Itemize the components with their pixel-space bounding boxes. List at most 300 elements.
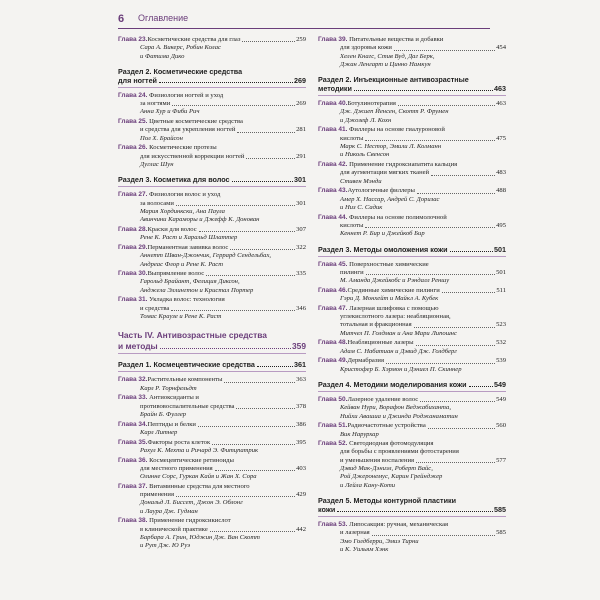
page-ref: 403 bbox=[296, 464, 306, 472]
leader-dots bbox=[428, 428, 495, 429]
leader-dots bbox=[212, 444, 295, 445]
chapter-title: и средства для укрепления ногтей bbox=[140, 126, 236, 134]
chapter-label: Глава 26. bbox=[118, 144, 148, 152]
chapter-authors: Дуглас Шун bbox=[140, 161, 174, 169]
chapter-title-line bbox=[118, 483, 306, 491]
chapter-title: Космецевтические ретиноиды bbox=[149, 456, 234, 464]
chapter-authors: Кейван Нури, Ворафон Веджабиханта, bbox=[340, 404, 451, 412]
chapter-label: Глава 53. bbox=[318, 520, 348, 528]
leader-dots bbox=[469, 386, 493, 387]
leader-dots bbox=[230, 249, 295, 250]
chapter-title: тотальная и фракционная bbox=[340, 321, 412, 329]
chapter-title: для местного применения bbox=[140, 464, 213, 472]
leader-dots bbox=[372, 535, 495, 536]
chapter-title-line bbox=[318, 269, 506, 277]
chapter-authors: Марк С. Нестор, Эмили Л. Колманн bbox=[340, 143, 442, 151]
page-ref: 281 bbox=[296, 126, 306, 134]
chapter-authors: Кеннет Р. Бир и Джейкоб Бир bbox=[340, 230, 425, 238]
page-ref: 269 bbox=[294, 75, 306, 85]
leader-dots bbox=[172, 105, 295, 106]
page-ref: 483 bbox=[496, 169, 506, 177]
heading-line bbox=[118, 360, 306, 369]
chapter-label: Глава 47. bbox=[318, 304, 348, 312]
page-header bbox=[118, 13, 490, 29]
chapter-title: кислоты bbox=[340, 134, 364, 142]
chapter-title: Косметические протезы bbox=[149, 144, 217, 152]
chapter-label: Глава 27. bbox=[118, 191, 148, 199]
chapter-title: Выпрямление волос bbox=[147, 270, 205, 278]
chapter-authors: Джан Ленгарт и Цинно Намкун bbox=[340, 60, 431, 68]
chapter-title-line bbox=[318, 214, 506, 222]
chapter-authors: Пол Х. Брайсон bbox=[140, 134, 183, 142]
section-heading bbox=[318, 496, 506, 517]
chapter-authors: Митчел П. Голдман и Ана Мари Липошнс bbox=[340, 329, 457, 337]
toc-chapter-entry bbox=[118, 483, 306, 516]
chapter-title: Растительные компоненты bbox=[147, 376, 223, 384]
chapter-label: Глава 33. bbox=[118, 394, 148, 402]
leader-dots bbox=[237, 132, 295, 133]
chapter-title-line bbox=[318, 135, 506, 143]
chapter-title-line bbox=[318, 126, 506, 134]
chapter-title: в клинической практике bbox=[140, 525, 208, 533]
page-ref: 291 bbox=[296, 152, 306, 160]
chapter-label: Глава 45. bbox=[318, 260, 348, 268]
chapter-label: Глава 37. bbox=[118, 482, 148, 490]
chapter-title: за волосами bbox=[140, 199, 174, 207]
chapter-title: Радиочастотные устройства bbox=[347, 422, 426, 430]
chapter-authors: Дональд Л. Биссет, Джон Э. Облонг bbox=[140, 499, 243, 507]
chapter-label: Глава 50. bbox=[318, 395, 348, 403]
chapter-title: Ботулинотерапия bbox=[347, 100, 396, 108]
chapter-authors: Томас Краузе и Рене К. Раст bbox=[140, 313, 222, 321]
page-ref: 511 bbox=[496, 286, 506, 294]
chapter-authors: Кристофер Б. Хэрмон и Дэниел П. Скиннер bbox=[340, 365, 462, 373]
toc-chapter-entry bbox=[118, 517, 306, 550]
chapter-authors: Гарольд Брайант, Фелиция Диксон, bbox=[140, 278, 240, 286]
chapter-label: Глава 29. bbox=[118, 243, 148, 251]
chapter-title-line bbox=[118, 376, 306, 384]
chapter-authors: Мария Хординкски, Ана Паула bbox=[140, 207, 225, 215]
chapter-title-line bbox=[318, 448, 506, 456]
page-ref: 429 bbox=[296, 491, 306, 499]
leader-dots bbox=[215, 470, 295, 471]
toc-chapter-entry bbox=[118, 296, 306, 321]
chapter-title: Перманентная завивка волос bbox=[147, 243, 229, 251]
chapter-title-line bbox=[318, 161, 506, 169]
heading-line bbox=[318, 380, 506, 389]
chapter-title: Неабляционные лазеры bbox=[347, 339, 414, 347]
heading-text: и методы bbox=[118, 340, 158, 351]
page-ref: 532 bbox=[496, 339, 506, 347]
chapter-authors: и Лаура Дж. Гудман bbox=[140, 507, 198, 515]
chapter-title: за ногтями bbox=[140, 100, 171, 108]
toc-column-left bbox=[118, 36, 306, 552]
toc-chapter-entry bbox=[118, 226, 306, 243]
chapter-label: Глава 35. bbox=[118, 438, 148, 446]
chapter-authors: Брайн Б. Фуллер bbox=[140, 410, 187, 418]
chapter-title: Дермабразия bbox=[347, 357, 384, 365]
leader-dots bbox=[224, 382, 295, 383]
chapter-title: Косметические средства для глаз bbox=[147, 36, 241, 43]
page-ref: 549 bbox=[496, 395, 506, 403]
chapter-title: Аутологичные филлеры bbox=[347, 187, 415, 195]
leader-dots bbox=[394, 50, 495, 51]
chapter-authors: и Лейла Кану-Коти bbox=[340, 481, 396, 489]
chapter-label: Глава 49. bbox=[318, 357, 348, 365]
leader-dots bbox=[354, 90, 493, 91]
page-ref: 475 bbox=[496, 134, 506, 142]
toc-chapter-entry bbox=[118, 457, 306, 482]
toc-chapter-entry bbox=[118, 144, 306, 169]
chapter-title: Физиология ногтей и уход bbox=[149, 91, 224, 99]
running-title: Оглавление bbox=[138, 13, 189, 23]
leader-dots bbox=[171, 310, 295, 311]
chapter-label: Глава 25. bbox=[118, 118, 148, 126]
page-ref: 395 bbox=[296, 438, 306, 446]
chapter-title: Липосакция: ручная, механическая bbox=[349, 520, 449, 528]
page-ref: 335 bbox=[296, 270, 306, 278]
section-heading bbox=[118, 67, 306, 88]
chapter-title: применения bbox=[140, 491, 174, 499]
leader-dots bbox=[366, 274, 495, 275]
chapter-title: Краски для волос bbox=[147, 225, 197, 233]
leader-dots bbox=[442, 292, 496, 293]
chapter-authors: Эмо Голдберри, Эмиэ Тирни bbox=[340, 537, 419, 545]
chapter-authors: М. Аманда Джейкобс и Рэндалл Реншу bbox=[340, 277, 450, 285]
chapter-authors: Анна Хур и Фиби Рич bbox=[140, 108, 200, 116]
leader-dots bbox=[431, 175, 495, 176]
chapter-authors: Рой Джеронемус, Карин Грейнджер bbox=[340, 473, 443, 481]
leader-dots bbox=[414, 327, 495, 328]
chapter-title: Лазерная шлифовка с помощью bbox=[349, 304, 439, 312]
chapter-authors: Стивен Мэнди bbox=[340, 177, 382, 185]
section-heading bbox=[318, 245, 506, 257]
chapter-title-line bbox=[318, 440, 506, 448]
chapter-authors: Карл Литнер bbox=[140, 428, 178, 436]
toc-chapter-entry bbox=[318, 161, 506, 186]
page-ref: 307 bbox=[296, 225, 306, 233]
heading-text: методики bbox=[318, 84, 352, 94]
chapter-title: Питательные вещества и добавки bbox=[349, 36, 444, 43]
chapter-authors: и Николь Свенсон bbox=[340, 151, 390, 159]
chapter-label: Глава 39. bbox=[318, 36, 348, 43]
chapter-title-line bbox=[318, 222, 506, 230]
page-ref: 386 bbox=[296, 420, 306, 428]
toc-column-right bbox=[318, 36, 506, 556]
chapter-title: и средства bbox=[140, 304, 170, 312]
leader-dots bbox=[365, 140, 495, 141]
toc-chapter-entry bbox=[118, 244, 306, 269]
page-ref: 463 bbox=[496, 100, 506, 108]
heading-line: Раздел 2. Инъекционные антивозрастные bbox=[318, 75, 469, 85]
section-heading bbox=[118, 175, 306, 187]
page-ref: 301 bbox=[294, 175, 306, 185]
chapter-title: Пептиды и белки bbox=[147, 420, 196, 428]
page-ref: 269 bbox=[296, 100, 306, 108]
toc-chapter-entry bbox=[118, 118, 306, 143]
chapter-authors: Амер Х. Нассар, Андрей С. Доризас bbox=[340, 195, 440, 203]
chapter-title-line bbox=[118, 200, 306, 208]
chapter-label: Глава 41. bbox=[318, 126, 348, 134]
section-heading bbox=[118, 360, 306, 372]
heading-line bbox=[118, 76, 306, 85]
page-ref: 361 bbox=[294, 360, 306, 370]
page-ref: 442 bbox=[296, 525, 306, 533]
chapter-title: Применение гидроксикислот bbox=[149, 517, 231, 525]
chapter-authors: Анджела Эллингтон и Кристал Портер bbox=[140, 286, 254, 294]
leader-dots bbox=[210, 531, 295, 532]
page-ref: 359 bbox=[292, 340, 306, 351]
chapter-title-line bbox=[318, 305, 506, 313]
chapter-title-line bbox=[318, 313, 506, 321]
leader-dots bbox=[450, 251, 493, 252]
chapter-label: Глава 42. bbox=[318, 161, 348, 169]
chapter-title: Антиоксиданты и bbox=[149, 394, 199, 402]
chapter-title: Физиология волос и уход bbox=[149, 191, 221, 199]
chapter-authors: Дэвид Мак-Дэниэл, Роберт Вайс, bbox=[340, 465, 433, 473]
chapter-title-line bbox=[318, 521, 506, 529]
chapter-title-line bbox=[318, 287, 506, 295]
chapter-title: Применение гидроксиапатита кальция bbox=[349, 161, 458, 169]
chapter-title-line bbox=[118, 92, 306, 100]
page-ref: 577 bbox=[496, 456, 506, 464]
header-rule bbox=[118, 28, 490, 29]
page-ref: 585 bbox=[494, 504, 506, 514]
toc-chapter-entry bbox=[318, 214, 506, 239]
chapter-authors: и Низ С. Садик bbox=[340, 203, 383, 211]
toc-chapter-entry bbox=[318, 187, 506, 212]
chapter-authors: Сара А. Викерс, Робин Колас bbox=[140, 44, 221, 52]
toc-chapter-entry bbox=[318, 261, 506, 286]
chapter-label: Глава 38. bbox=[118, 517, 148, 525]
heading-line bbox=[318, 84, 506, 93]
chapter-title-line bbox=[118, 244, 306, 252]
chapter-label: Глава 23. bbox=[118, 36, 148, 43]
chapter-title: Филлеры на основе гиалуроновой bbox=[349, 126, 445, 134]
page-ref: 259 bbox=[296, 36, 306, 43]
page-ref: 560 bbox=[496, 422, 506, 430]
chapter-title: кислоты bbox=[340, 221, 364, 229]
toc-chapter-entry bbox=[118, 191, 306, 224]
chapter-title-line bbox=[118, 457, 306, 465]
toc-chapter-entry bbox=[118, 92, 306, 117]
chapter-title: для искусственной коррекции ногтей bbox=[140, 152, 245, 160]
chapter-title-line bbox=[118, 118, 306, 126]
leader-dots bbox=[257, 366, 293, 367]
page-ref: 488 bbox=[496, 187, 506, 195]
leader-dots bbox=[160, 348, 291, 349]
chapter-authors: Андреас Флор и Рене К. Раст bbox=[140, 260, 223, 268]
leader-dots bbox=[386, 363, 495, 364]
chapter-title-line bbox=[118, 100, 306, 108]
toc-chapter-entry bbox=[318, 396, 506, 421]
leader-dots bbox=[199, 231, 295, 232]
section-heading bbox=[318, 75, 506, 96]
chapter-authors: Дж. Джиеп Йенсен, Скотт Р. Фрумен bbox=[340, 108, 449, 116]
chapter-title-line bbox=[118, 191, 306, 199]
toc-chapter-entry bbox=[318, 36, 506, 69]
toc-chapter-entry bbox=[118, 439, 306, 456]
chapter-authors: Вик Нарурхар bbox=[340, 430, 379, 438]
toc-chapter-entry bbox=[318, 126, 506, 159]
chapter-title-line bbox=[318, 529, 506, 537]
chapter-title-line bbox=[118, 144, 306, 152]
toc-chapter-entry bbox=[318, 422, 506, 439]
chapter-authors: Авинчини Караморы и Джефф К. Донован bbox=[140, 216, 260, 224]
chapter-title-line bbox=[118, 270, 306, 278]
heading-line bbox=[318, 245, 506, 254]
chapter-title: Лазерное удаление волос bbox=[347, 395, 419, 403]
toc-chapter-entry bbox=[118, 394, 306, 419]
toc-chapter-entry bbox=[318, 100, 506, 125]
chapter-title: Поверхностные химические bbox=[349, 260, 429, 268]
chapter-title-line bbox=[118, 403, 306, 411]
chapter-title-line bbox=[318, 321, 506, 329]
toc-chapter-entry bbox=[318, 339, 506, 356]
page-ref: 501 bbox=[496, 268, 506, 276]
chapter-title: Цветные косметические средства bbox=[149, 118, 243, 126]
chapter-title-line bbox=[118, 36, 306, 44]
chapter-title-line bbox=[318, 187, 506, 195]
heading-text: Раздел 3. Косметика для волос bbox=[118, 175, 230, 185]
page-number: 6 bbox=[118, 13, 125, 25]
page-ref: 463 bbox=[494, 84, 506, 94]
chapter-label: Глава 24. bbox=[118, 91, 148, 99]
chapter-title: противовоспалительные средства bbox=[140, 402, 235, 410]
chapter-title-line bbox=[318, 339, 506, 347]
chapter-authors: Карл Р. Торнфельдт bbox=[140, 384, 197, 392]
page-ref: 454 bbox=[496, 44, 506, 52]
chapter-label: Глава 52. bbox=[318, 440, 348, 448]
page-ref: 539 bbox=[496, 357, 506, 365]
chapter-title-line bbox=[318, 36, 506, 44]
chapter-title: Срединные химические пилинги bbox=[347, 286, 440, 294]
leader-dots bbox=[337, 511, 493, 512]
part-heading bbox=[118, 330, 306, 354]
chapter-authors: Аннетт Шван-Джончик, Геррард Сендельбах, bbox=[140, 252, 272, 260]
leader-dots bbox=[176, 496, 295, 497]
chapter-authors: и Рут Дж. Ю Руэ bbox=[140, 542, 191, 550]
chapter-title: Светодиодная фотомодуляция bbox=[349, 440, 434, 448]
leader-dots bbox=[159, 82, 293, 83]
chapter-title-line bbox=[118, 126, 306, 134]
chapter-title: Укладка волос: технология bbox=[149, 296, 225, 304]
toc-chapter-entry bbox=[318, 521, 506, 554]
section-heading bbox=[318, 380, 506, 392]
chapter-title-line bbox=[318, 44, 506, 52]
chapter-authors: и Джозеф Л. Кохн bbox=[340, 116, 392, 124]
page-ref: 523 bbox=[496, 321, 506, 329]
chapter-title: пилинги bbox=[340, 268, 364, 276]
chapter-authors: и Фатима Дико bbox=[140, 52, 185, 60]
leader-dots bbox=[236, 408, 295, 409]
leader-dots bbox=[246, 158, 295, 159]
chapter-authors: Нийхи Авашиа и Джинда Роджанаматин bbox=[340, 412, 458, 420]
chapter-title-line bbox=[118, 153, 306, 161]
page-ref: 549 bbox=[494, 379, 506, 389]
heading-line: Раздел 5. Методы контурной пластики bbox=[318, 495, 457, 505]
chapter-label: Глава 51. bbox=[318, 422, 348, 430]
page-ref: 585 bbox=[496, 529, 506, 537]
chapter-label: Глава 46. bbox=[318, 286, 348, 294]
chapter-title: и уменьшения воспаления bbox=[340, 456, 415, 464]
page-ref: 495 bbox=[496, 221, 506, 229]
heading-text: Раздел 3. Методы омоложения кожи bbox=[318, 244, 448, 254]
page-ref: 322 bbox=[296, 243, 306, 251]
chapter-label: Глава 30. bbox=[118, 270, 148, 278]
toc-chapter-entry bbox=[318, 440, 506, 490]
chapter-authors: Гэри Д. Монхейт и Майкл А. Кубек bbox=[340, 295, 439, 303]
chapter-title: для борьбы с проявлениями фотостарения bbox=[340, 448, 459, 456]
heading-text: Раздел 1. Космецевтические средства bbox=[118, 360, 255, 370]
chapter-title-line bbox=[118, 465, 306, 473]
chapter-label: Глава 34. bbox=[118, 420, 148, 428]
toc-chapter-entry bbox=[318, 305, 506, 338]
toc-chapter-entry bbox=[118, 36, 306, 61]
chapter-title-line bbox=[118, 491, 306, 499]
chapter-title-line bbox=[318, 357, 506, 365]
chapter-title-line bbox=[118, 226, 306, 234]
leader-dots bbox=[365, 227, 495, 228]
heading-text: для ногтей bbox=[118, 75, 157, 85]
page-ref: 378 bbox=[296, 402, 306, 410]
page-ref: 301 bbox=[296, 199, 306, 207]
page-ref: 501 bbox=[494, 244, 506, 254]
leader-dots bbox=[242, 41, 295, 42]
chapter-title-line bbox=[118, 421, 306, 429]
chapter-title-line bbox=[118, 526, 306, 534]
chapter-authors: Барбара А. Грин, Юджин Дж. Ван Скотт bbox=[140, 534, 260, 542]
page-ref: 346 bbox=[296, 304, 306, 312]
chapter-title: Факторы роста клеток bbox=[147, 438, 211, 446]
chapter-title-line bbox=[118, 394, 306, 402]
chapter-label: Глава 36. bbox=[118, 456, 148, 464]
chapter-label: Глава 31. bbox=[118, 296, 148, 304]
heading-line bbox=[118, 341, 306, 352]
leader-dots bbox=[206, 275, 295, 276]
chapter-title-line bbox=[318, 169, 506, 177]
chapter-title: Филлеры на основе полимолочной bbox=[349, 213, 447, 221]
chapter-authors: Адам С. Набатиан и Дэвид Дж. Голдберг bbox=[340, 347, 457, 355]
chapter-title-line bbox=[318, 422, 506, 430]
leader-dots bbox=[416, 462, 495, 463]
chapter-label: Глава 44. bbox=[318, 213, 348, 221]
chapter-title-line bbox=[118, 517, 306, 525]
leader-dots bbox=[420, 401, 495, 402]
chapter-label: Глава 28. bbox=[118, 225, 148, 233]
toc-chapter-entry bbox=[118, 421, 306, 438]
toc-chapter-entry bbox=[318, 357, 506, 374]
chapter-authors: и К. Уильям Хэнк bbox=[340, 545, 389, 553]
heading-line bbox=[318, 505, 506, 514]
chapter-title-line bbox=[118, 305, 306, 313]
chapter-label: Глава 32. bbox=[118, 376, 148, 384]
page-ref: 363 bbox=[296, 376, 306, 384]
toc-chapter-entry bbox=[318, 287, 506, 304]
chapter-title: углекислотного лазера: неабляционная, bbox=[340, 313, 451, 321]
chapter-authors: Хелен Кнагс, Стив Вуд, Даг Берк, bbox=[340, 52, 435, 60]
toc-chapter-entry bbox=[118, 376, 306, 393]
leader-dots bbox=[398, 105, 495, 106]
heading-text: Раздел 4. Методики моделирования кожи bbox=[318, 379, 467, 389]
chapter-label: Глава 48. bbox=[318, 339, 348, 347]
chapter-title-line bbox=[118, 296, 306, 304]
toc-chapter-entry bbox=[118, 270, 306, 295]
leader-dots bbox=[416, 345, 496, 346]
chapter-authors: Олинне Сорс, Гуркан Кайя и Жан Х. Сора bbox=[140, 473, 257, 481]
chapter-title-line bbox=[318, 457, 506, 465]
chapter-authors: Рахул К. Мехта и Ричард Э. Фитцпатрик bbox=[140, 446, 259, 454]
